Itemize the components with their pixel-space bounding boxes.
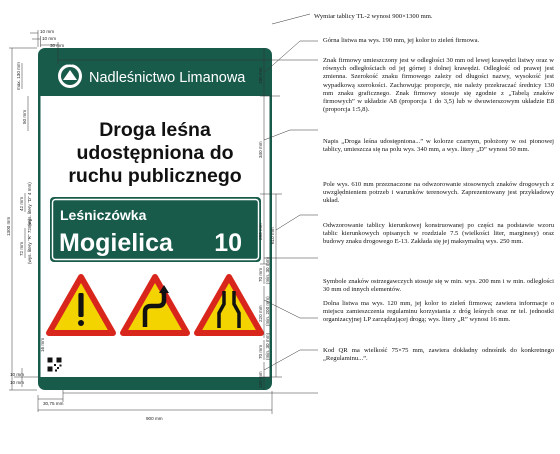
dim-top-10mm: 10 mm bbox=[40, 29, 55, 34]
main-text-line-2: udostępniona do bbox=[76, 142, 234, 164]
dim-top-30mm: 30 mm bbox=[50, 43, 65, 48]
dim-left-72mm: 72 mm bbox=[19, 241, 24, 256]
main-text-line-3: ruchu publicznego bbox=[68, 165, 242, 187]
direction-name-large: Mogielica bbox=[59, 229, 173, 257]
footer-line-1: Regulamin korzystania z dróg leśnych dostępny na stronie: bbox=[78, 359, 204, 364]
dim-left-72mm-sub: (wys. litery "R" 72mm) bbox=[27, 218, 32, 264]
dim-bottom-900: 900 mm bbox=[146, 416, 163, 421]
desc-main-text: Napis „Droga leśna udostępniona...” w kolorze czarnym, położony w osi pionowej tablicy, umieszcza się na polu wys. 340 mm, a wys. litery „D” wynosi 50 mm. bbox=[323, 138, 554, 154]
footer-line-3: tel.: +48 18 337 21 16 bbox=[78, 373, 125, 378]
desc-top-bar: Górna listwa ma wys. 190 mm, jej kolor to zieleń firmowa. bbox=[323, 37, 480, 44]
footer-line-2: www.limanowa.krakow.lasy.gov.pl bbox=[78, 365, 150, 370]
dim-left-42mm: 42 mm bbox=[19, 196, 24, 211]
dim-right-70a-sub: (min. 30 mm) bbox=[265, 256, 270, 284]
dim-left-16mm: 16 mm bbox=[40, 337, 45, 352]
dim-left-bottom-10mm: 10 mm bbox=[10, 372, 25, 377]
sign-header-title: Nadleśnictwo Limanowa bbox=[89, 70, 246, 86]
dim-right-70a: 70 mm bbox=[258, 267, 263, 282]
desc-bottom-bar: Dolna listwa ma wys. 120 mm, jej kolor to zieleń firmowa; zawiera informacje o miejscu zamieszczenia regulaminu korzystania z dróg leśnych oraz nr tel. jednostki organizacyjnej LP zarządzającej drogą; wys. litery „R” wynosi 16 mm. bbox=[323, 300, 554, 324]
dim-left-1300: 1300 mm bbox=[6, 216, 11, 236]
logo-text: LASY PAŃSTWOWE bbox=[57, 63, 83, 66]
dim-right-610: 610 mm bbox=[270, 227, 275, 244]
desc-direction-board: Odwzorowanie tablicy kierunkowej konstruowanej po części na podstawie wzoru tablic kierunkowych opisanych w rozdziale 7.5 (wielkości liter, marginesy) oraz budowy znaku drogowego E-13. Zakłada się jej maksymalną wys. 250 mm. bbox=[323, 222, 554, 246]
dim-top-10mm-b: 10 mm bbox=[42, 36, 57, 41]
dim-right-190: 190 mm bbox=[258, 67, 263, 84]
dim-right-220-sub: (min. 200 mm) bbox=[265, 296, 270, 326]
dim-right-250: 250 mm bbox=[258, 223, 263, 240]
warning-signs bbox=[49, 277, 261, 333]
desc-signs-field: Pole wys. 610 mm przeznaczone na odwzorowanie stosownych znaków drogowych z uwzględnieniem potrzeb i warunków terenowych. Zaprezentowany jest przykładowy układ. bbox=[323, 181, 554, 205]
dim-right-340: 340 mm bbox=[258, 141, 263, 158]
main-text-line-1: Droga leśna bbox=[99, 119, 211, 141]
dim-left-42mm-sub: (wys. litery "D" 4 mm) bbox=[27, 182, 32, 226]
direction-distance: 10 bbox=[214, 229, 242, 257]
direction-name-small: Leśniczówka bbox=[60, 207, 147, 223]
direction-board bbox=[50, 197, 261, 262]
desc-size: Wymiar tablicy TL-2 wynosi 900×1300 mm. bbox=[314, 13, 433, 20]
desc-logo: Znak firmowy umieszczony jest w odległości 30 mm od lewej krawędzi listwy oraz w równych odległościach od jej górnej i dolnej krawędzi. Odległość od prawej jest zmienna. Szerokość znaku firmowego zależy od długości nazwy, wysokość jest wypadkową szerokości. Zachowując proporcje, nie należy przekraczać średnicy 130 mm znaku graficznego. Znak firmowy stosuje się zgodnie z „Tabelą znaków firmowych” w układzie A8 (proporcja 1 do 3,5) lub w dwuwierszowym układzie E8 (proporcja 1:5,8). bbox=[323, 57, 554, 114]
sign-board bbox=[38, 48, 272, 390]
dim-bottom-30-75: 30,75 mm bbox=[43, 401, 64, 406]
dim-right-220: 220 mm bbox=[258, 305, 263, 322]
dim-right-70b: 70 mm bbox=[258, 344, 263, 359]
dim-left-max130: max. 130 mm bbox=[16, 62, 21, 90]
desc-qr-code: Kod QR ma wielkość 75×75 mm, zawiera dokładny odnośnik do konkretnego „Regulaminu...”. bbox=[323, 347, 554, 363]
dim-left-bottom-10mm-b: 10 mm bbox=[10, 380, 25, 385]
qr-code-icon bbox=[46, 356, 63, 373]
exclamation-icon bbox=[78, 293, 83, 317]
dim-right-70b-sub: (min. 30 mm) bbox=[265, 332, 270, 360]
dim-right-120: 120 mm bbox=[258, 371, 263, 388]
desc-warning-symbols: Symbole znaków ostrzegawczych stosuje się w min. wys. 200 mm i w min. odległości 30 mm od innych elementów. bbox=[323, 278, 554, 294]
dim-left-50mm: 50 mm bbox=[22, 109, 27, 124]
